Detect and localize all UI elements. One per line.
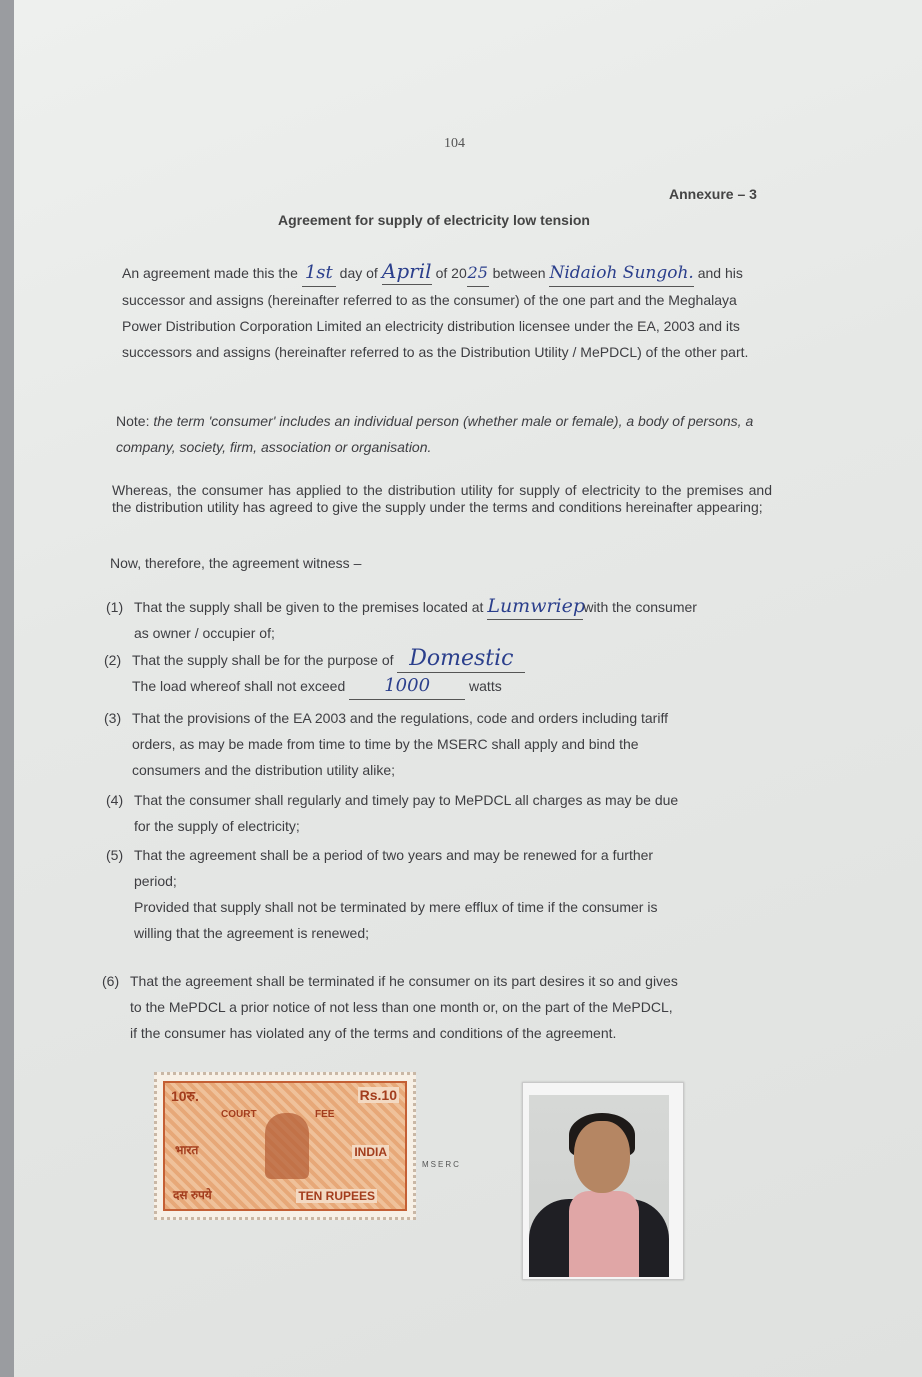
stamp-value-right: Rs.10 [359, 1087, 397, 1103]
clause-5 [106, 842, 774, 946]
clause-number: (4) [106, 792, 124, 808]
clause-text: That the agreement shall be a period of two years and may be renewed for a further [134, 847, 654, 863]
year-field: 25 [467, 260, 489, 287]
note-text: the term 'consumer' includes an individual person (whether male or female), a body of persons, a company, society, firm, association or organisation. [116, 413, 754, 455]
month-field: April [381, 259, 432, 283]
intro-text-5: and his successor and assigns (hereinafter referred to as the consumer) of the one part and the Meghalaya Power Distribution Corporation Limited an electricity distribution licensee under the EA, 2003 and its successors and assigns (hereinafter referred to as the Distribution Utility / MePDCL) of the other part. [122, 265, 749, 360]
clause-text: The load whereof shall not exceed [132, 678, 346, 694]
ashoka-emblem-icon [265, 1113, 309, 1179]
clause-text: as owner / occupier of; [134, 625, 275, 641]
annexure-label: Annexure – 3 [669, 186, 757, 202]
intro-text-1: An agreement made this the [122, 265, 302, 281]
portrait-face [574, 1121, 630, 1193]
clause-text: consumers and the distribution utility alike; [132, 762, 396, 778]
stamp-fee: FEE [315, 1109, 335, 1120]
clause-text: That the supply shall be given to the premises located at [134, 599, 484, 615]
clause-number: (3) [104, 710, 122, 726]
stamp-hindi-value: दस रुपये [173, 1188, 212, 1202]
stamp-court: COURT [221, 1109, 257, 1120]
clause-3 [104, 705, 772, 783]
mserc-mark: MSERC [422, 1160, 461, 1169]
intro-paragraph [122, 258, 772, 365]
portrait-scarf [569, 1191, 639, 1277]
intro-text-4: between [488, 265, 550, 281]
note-label: Note: [116, 413, 154, 429]
clause-text: for the supply of electricity; [134, 818, 300, 834]
clause-text: willing that the agreement is renewed; [134, 925, 370, 941]
intro-text-3: of 20 [431, 265, 467, 281]
clause-number: (2) [104, 652, 122, 668]
clause-1 [106, 593, 774, 646]
clause-number: (5) [106, 847, 124, 863]
page-number: 104 [444, 136, 465, 151]
clause-6 [102, 968, 770, 1046]
stamp-hindi-country: भारत [175, 1143, 199, 1157]
location-field: Lumwriep [487, 593, 583, 620]
clause-2 [104, 646, 772, 700]
stamp-value-left: 10रु. [171, 1088, 199, 1104]
document-page [14, 0, 922, 1377]
intro-text-2: day of [335, 265, 382, 281]
clause-text: with the consumer [583, 599, 697, 615]
clause-number: (6) [102, 973, 120, 989]
clause-text: orders, as may be made from time to time by the MSERC shall apply and bind the [132, 736, 639, 752]
consumer-name-field: Nidaioh Sungoh. [549, 260, 693, 287]
clause-text: Provided that supply shall not be terminated by mere efflux of time if the consumer is [134, 899, 658, 915]
clause-text: if the consumer has violated any of the terms and conditions of the agreement. [130, 1025, 617, 1041]
day-field: 1st [302, 260, 336, 287]
clause-4 [106, 787, 774, 839]
consumer-photo [522, 1082, 684, 1280]
portrait-image [529, 1095, 669, 1277]
stamp-face [163, 1081, 407, 1211]
clause-text: That the agreement shall be terminated if he consumer on its part desires it so and gives [130, 973, 678, 989]
clause-text: to the MePDCL a prior notice of not less than one month or, on the part of the MePDCL, [130, 999, 673, 1015]
note-paragraph [116, 408, 772, 460]
load-field: 1000 [349, 673, 465, 700]
purpose-field: Domestic [397, 646, 525, 673]
clause-text: That the provisions of the EA 2003 and the regulations, code and orders including tariff [132, 710, 668, 726]
clause-text: That the supply shall be for the purpose of [132, 652, 394, 668]
clause-text: That the consumer shall regularly and timely pay to MePDCL all charges as may be due [134, 792, 679, 808]
clause-number: (1) [106, 599, 124, 615]
clause-text: period; [134, 873, 177, 889]
court-fee-stamp [154, 1072, 416, 1220]
load-unit: watts [469, 678, 502, 694]
whereas-paragraph: Whereas, the consumer has applied to the distribution utility for supply of electricity to the premises and the distribution utility has agreed to give the supply under the terms and conditions hereinafter appearing; [112, 482, 772, 515]
stamp-country: INDIA [354, 1145, 387, 1159]
agreement-title: Agreement for supply of electricity low tension [278, 212, 590, 228]
now-therefore-line: Now, therefore, the agreement witness – [110, 555, 362, 571]
stamp-value-text: TEN RUPEES [298, 1189, 375, 1203]
